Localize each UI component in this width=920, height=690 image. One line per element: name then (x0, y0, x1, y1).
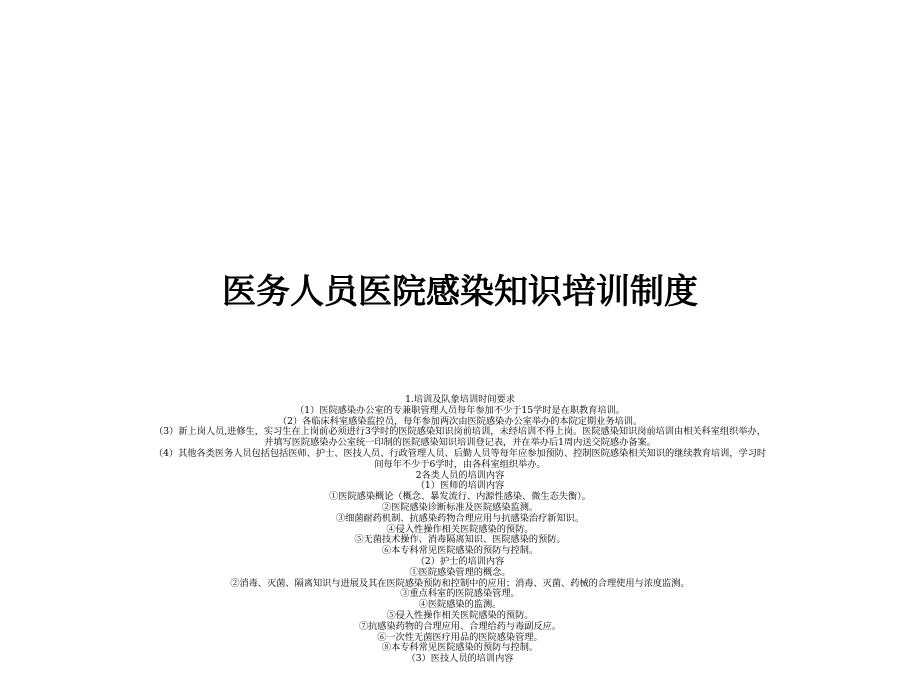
body-line: ②消毒、灭菌、隔离知识与进展及其在医院感染预防和控制中的应用；消毒、灭菌、药械的合理使用与浓度监测。 (230, 577, 690, 589)
body-line: （2）护士的培训内容 (415, 555, 505, 567)
document-title: 医务人员医院感染知识培训制度 (222, 272, 698, 312)
body-line: ⑥本专科常见医院感染的预防与控制。 (381, 545, 539, 557)
body-line: （1）医师的培训内容 (415, 480, 505, 492)
body-line: ⑦抗感染药物的合理应用、合理给药与毒副反应。 (358, 620, 562, 632)
body-line: （2）各临床科室感染监控员，每年参加两次由医院感染办公室举办的本院定期业务培训。 (277, 415, 643, 427)
body-line: （4）其他各类医务人员包括包括医师、护士、医技人员、行政管理人员、后勤人员等每年应参加预防、控制医院感染相关知识的继续教育培训，学习时间每年不少于6学时，由各科室组织举办。 (153, 447, 767, 470)
body-line: ⑥一次性无菌医疗用品的医院感染管理。 (377, 631, 543, 643)
document-body (150, 395, 770, 665)
body-line: （3）医技人员的培训内容 (406, 653, 514, 665)
body-line: ③细菌耐药机制、抗感染药物合理应用与抗感染治疗新知识。 (335, 512, 585, 524)
body-line: ④医院感染的监测。 (418, 599, 502, 611)
body-line: 2各类人员的培训内容 (415, 469, 505, 481)
body-line: ⑧本专科常见医院感染的预防与控制。 (381, 642, 539, 654)
body-line: （1）医院感染办公室的专兼职管理人员每年参加不少于15学时是在职教育培训。 (295, 404, 625, 416)
body-line: 1.培训及队象培训时间要求 (405, 394, 515, 405)
body-line: ③重点科室的医院感染管理。 (400, 588, 520, 600)
body-line: ①医院感染管理的概念。 (409, 566, 511, 578)
body-line: （3）新上岗人员,进修生，实习生在上岗前必须进行3学时的医院感染知识岗前培训，未经培训不得上岗。医院感染知识岗前培训由相关科室组织举办，并填写医院感染办公室统一印制的医院感染知识培训登记表，并在举办后1周内送交院感办备案。 (154, 426, 766, 449)
body-line: ②医院感染诊断标准及医院感染监测。 (381, 501, 539, 513)
body-line: ④侵入性操作相关医院感染的预防。 (386, 523, 534, 535)
body-line: ①医院感染概论（概念、暴发流行、内源性感染、微生态失衡）。 (329, 491, 591, 503)
body-line: ⑤侵入性操作相关医院感染的预防。 (386, 609, 534, 621)
body-line: ⑤无菌技术操作、消毒隔离知识、医院感染的预防。 (354, 534, 566, 546)
